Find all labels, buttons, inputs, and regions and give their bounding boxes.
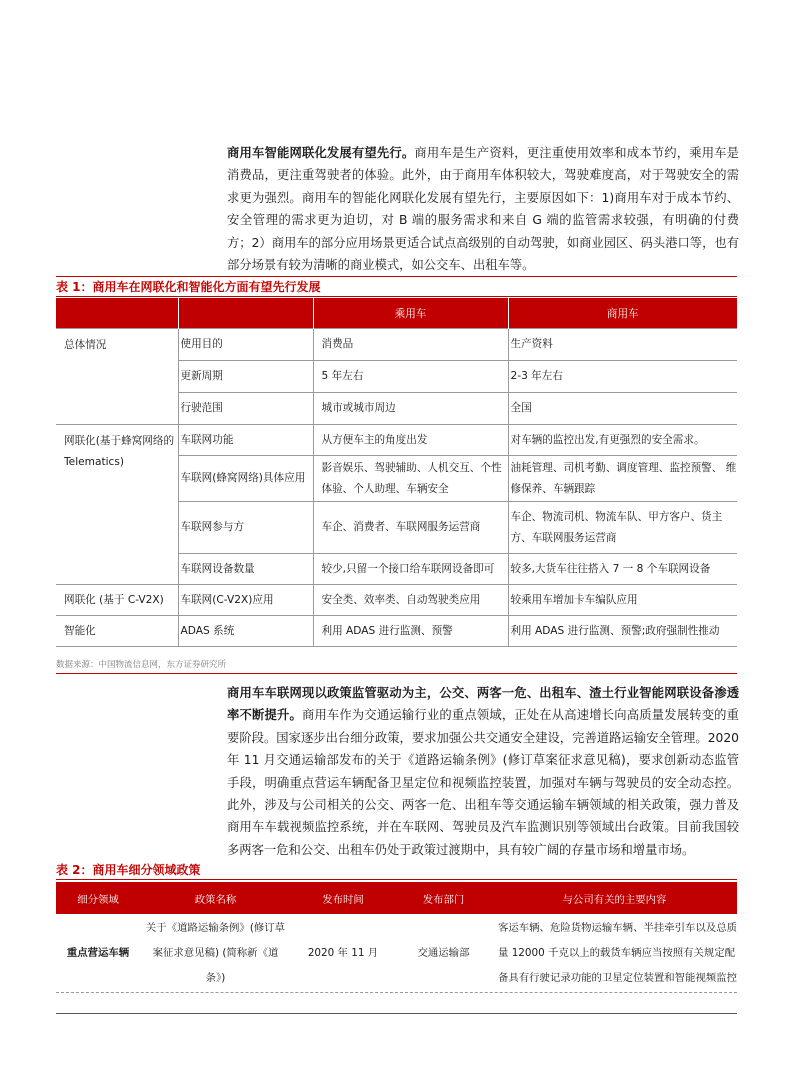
passenger-cell: 消费品 xyxy=(313,329,508,361)
item-cell: 车联网参与方 xyxy=(178,502,313,554)
content-line: 客运车辆、危险货物运输车辆、半挂牵引车以及总质 xyxy=(498,921,737,934)
content-cell xyxy=(492,914,737,992)
page-footer-rule xyxy=(56,1013,737,1014)
table2-header-row xyxy=(56,882,737,914)
table2-header-content: 与公司有关的主要内容 xyxy=(492,882,737,914)
intro-lead: 商用车智能网联化发展有望先行。 xyxy=(227,146,415,160)
policy-body: 商用车作为交通运输行业的重点领域，正处在从高速增长向高质量发展转变的重要阶段。国家逐步出台细分政策，要求加强公共交通安全建设，完善道路运输安全管理。2020 年 11 月交通运输部发布的关于《道路运输条例》(修订草案征求意见稿)，要求创新动态监管手段，明确重点营运车辆配备卫星定位和视频监控装置，加强对车辆与驾驶员的安全动态控。此外，涉及与公司相关的公交、两客一危、出租车等交通运输车辆领域的相关政策，强力普及商用车车载视频监控系统，并在车联网、驾驶员及汽车监测识别等领域出台政策。目前我国较多两客一危和公交、出租车仍处于政策过渡期中，具有较广阔的存量市场和增量市场。 xyxy=(227,708,739,857)
passenger-cell: 城市或城市周边 xyxy=(313,393,508,425)
item-cell: 更新周期 xyxy=(178,361,313,393)
table1-header-commercial: 商用车 xyxy=(508,298,737,329)
content-line: 量 12000 千克以上的载货车辆应当按照有关规定配 xyxy=(498,946,736,959)
passenger-cell: 从方便车主的角度出发 xyxy=(313,425,508,456)
table1-source: 数据来源：中国物流信息网，东方证券研究所 xyxy=(56,660,227,670)
category-cell: 网联化 (基于 C-V2X) xyxy=(56,585,178,616)
commercial-cell: 较乘用车增加卡车编队应用 xyxy=(508,585,737,616)
policy-line: 关于《道路运输条例》(修订草 xyxy=(145,921,286,934)
table-row xyxy=(56,425,737,456)
policy-lead: 商用车车联网现以政策监管驱动为主，公交、两客一危、出租车、渣土行业智能网联设备渗透率不断提升。 xyxy=(227,686,739,723)
table-row xyxy=(56,585,737,616)
table1-title-rule xyxy=(56,296,737,297)
item-cell: 车联网设备数量 xyxy=(178,554,313,585)
table1-header-row xyxy=(56,298,737,329)
table2-header-policy: 政策名称 xyxy=(140,882,291,914)
policy-cell xyxy=(140,914,291,992)
policy-paragraph xyxy=(227,682,739,861)
commercial-cell: 利用 ADAS 进行监测、预警;政府强制性推动 xyxy=(508,616,737,647)
category-cell: 网联化(基于蜂窝网络的 Telematics) xyxy=(56,425,178,585)
table-row xyxy=(56,329,737,361)
passenger-cell: 安全类、效率类、自动驾驶类应用 xyxy=(313,585,508,616)
item-cell: 车联网功能 xyxy=(178,425,313,456)
item-cell: 使用目的 xyxy=(178,329,313,361)
table2-title-rule xyxy=(56,879,737,880)
table2-header-date: 发布时间 xyxy=(291,882,395,914)
item-cell: ADAS 系统 xyxy=(178,616,313,647)
passenger-cell: 较少,只留一个接口给车联网设备即可 xyxy=(313,554,508,585)
table1-bottom-rule xyxy=(56,673,737,674)
table-row xyxy=(56,914,737,992)
item-cell: 车联网(蜂窝网络)具体应用 xyxy=(178,456,313,502)
content-line: 备具有行驶记录功能的卫星定位装置和智能视频监控 xyxy=(498,971,737,984)
category-cell: 总体情况 xyxy=(56,329,178,425)
table1 xyxy=(56,298,737,647)
passenger-cell: 利用 ADAS 进行监测、预警 xyxy=(313,616,508,647)
table2 xyxy=(56,882,737,992)
passenger-cell: 影音娱乐、驾驶辅助、人机交互、个性体验、个人助理、车辆安全 xyxy=(313,456,508,502)
commercial-cell: 对车辆的监控出发,有更强烈的安全需求。 xyxy=(508,425,737,456)
table1-top-rule xyxy=(56,276,737,277)
commercial-cell: 全国 xyxy=(508,393,737,425)
table-row xyxy=(56,616,737,647)
date-cell: 2020 年 11 月 xyxy=(307,946,379,959)
table1-header-passenger: 乘用车 xyxy=(313,298,508,329)
commercial-cell: 较多,大货车往往搭入 7 一 8 个车联网设备 xyxy=(508,554,737,585)
policy-line: 条》) xyxy=(205,971,226,984)
table2-title: 表 2：商用车细分领域政策 xyxy=(56,863,201,877)
commercial-cell: 生产资料 xyxy=(508,329,737,361)
intro-paragraph xyxy=(227,142,739,276)
item-cell: 行驶范围 xyxy=(178,393,313,425)
commercial-cell: 2-3 年左右 xyxy=(508,361,737,393)
field-cell: 重点营运车辆 xyxy=(66,946,130,959)
passenger-cell: 5 年左右 xyxy=(313,361,508,393)
table2-header-field: 细分领域 xyxy=(56,882,140,914)
commercial-cell: 车企、物流司机、物流车队、甲方客户、货主 方、车联网服务运营商 xyxy=(508,502,737,554)
dept-cell: 交通运输部 xyxy=(417,946,470,959)
table1-title: 表 1：商用车在网联化和智能化方面有望先行发展 xyxy=(56,280,321,294)
intro-body: 商用车是生产资料，更注重使用效率和成本节约，乘用车是消费品，更注重驾驶者的体验。此外，由于商用车体积较大，驾驶难度高，对于驾驶安全的需求更为强烈。商用车的智能化网联化发展有望先行，主要原因如下：1)商用车对于成本节约、安全管理的需求更为迫切，对 B 端的服务需求和来自 G 端的监管需求较强，有明确的付费方；2）商用车的部分应用场景更适合试点高级别的自动驾驶，如商业园区、码头港口等，也有部分场景有较为清晰的商业模式，如公交车、出租车等。 xyxy=(227,146,739,273)
category-cell: 智能化 xyxy=(56,616,178,647)
policy-line: 案征求意见稿) (简称新《道 xyxy=(152,946,279,959)
commercial-cell: 油耗管理、司机考勤、调度管理、监控预警、 维修保养、车辆跟踪 xyxy=(508,456,737,502)
table2-header-dept: 发布部门 xyxy=(395,882,492,914)
passenger-cell: 车企、消费者、车联网服务运营商 xyxy=(313,502,508,554)
table1-header-blank xyxy=(178,298,313,329)
table1-header-blank xyxy=(56,298,178,329)
table2-dashed-rule xyxy=(56,992,737,993)
item-cell: 车联网(C-V2X)应用 xyxy=(178,585,313,616)
